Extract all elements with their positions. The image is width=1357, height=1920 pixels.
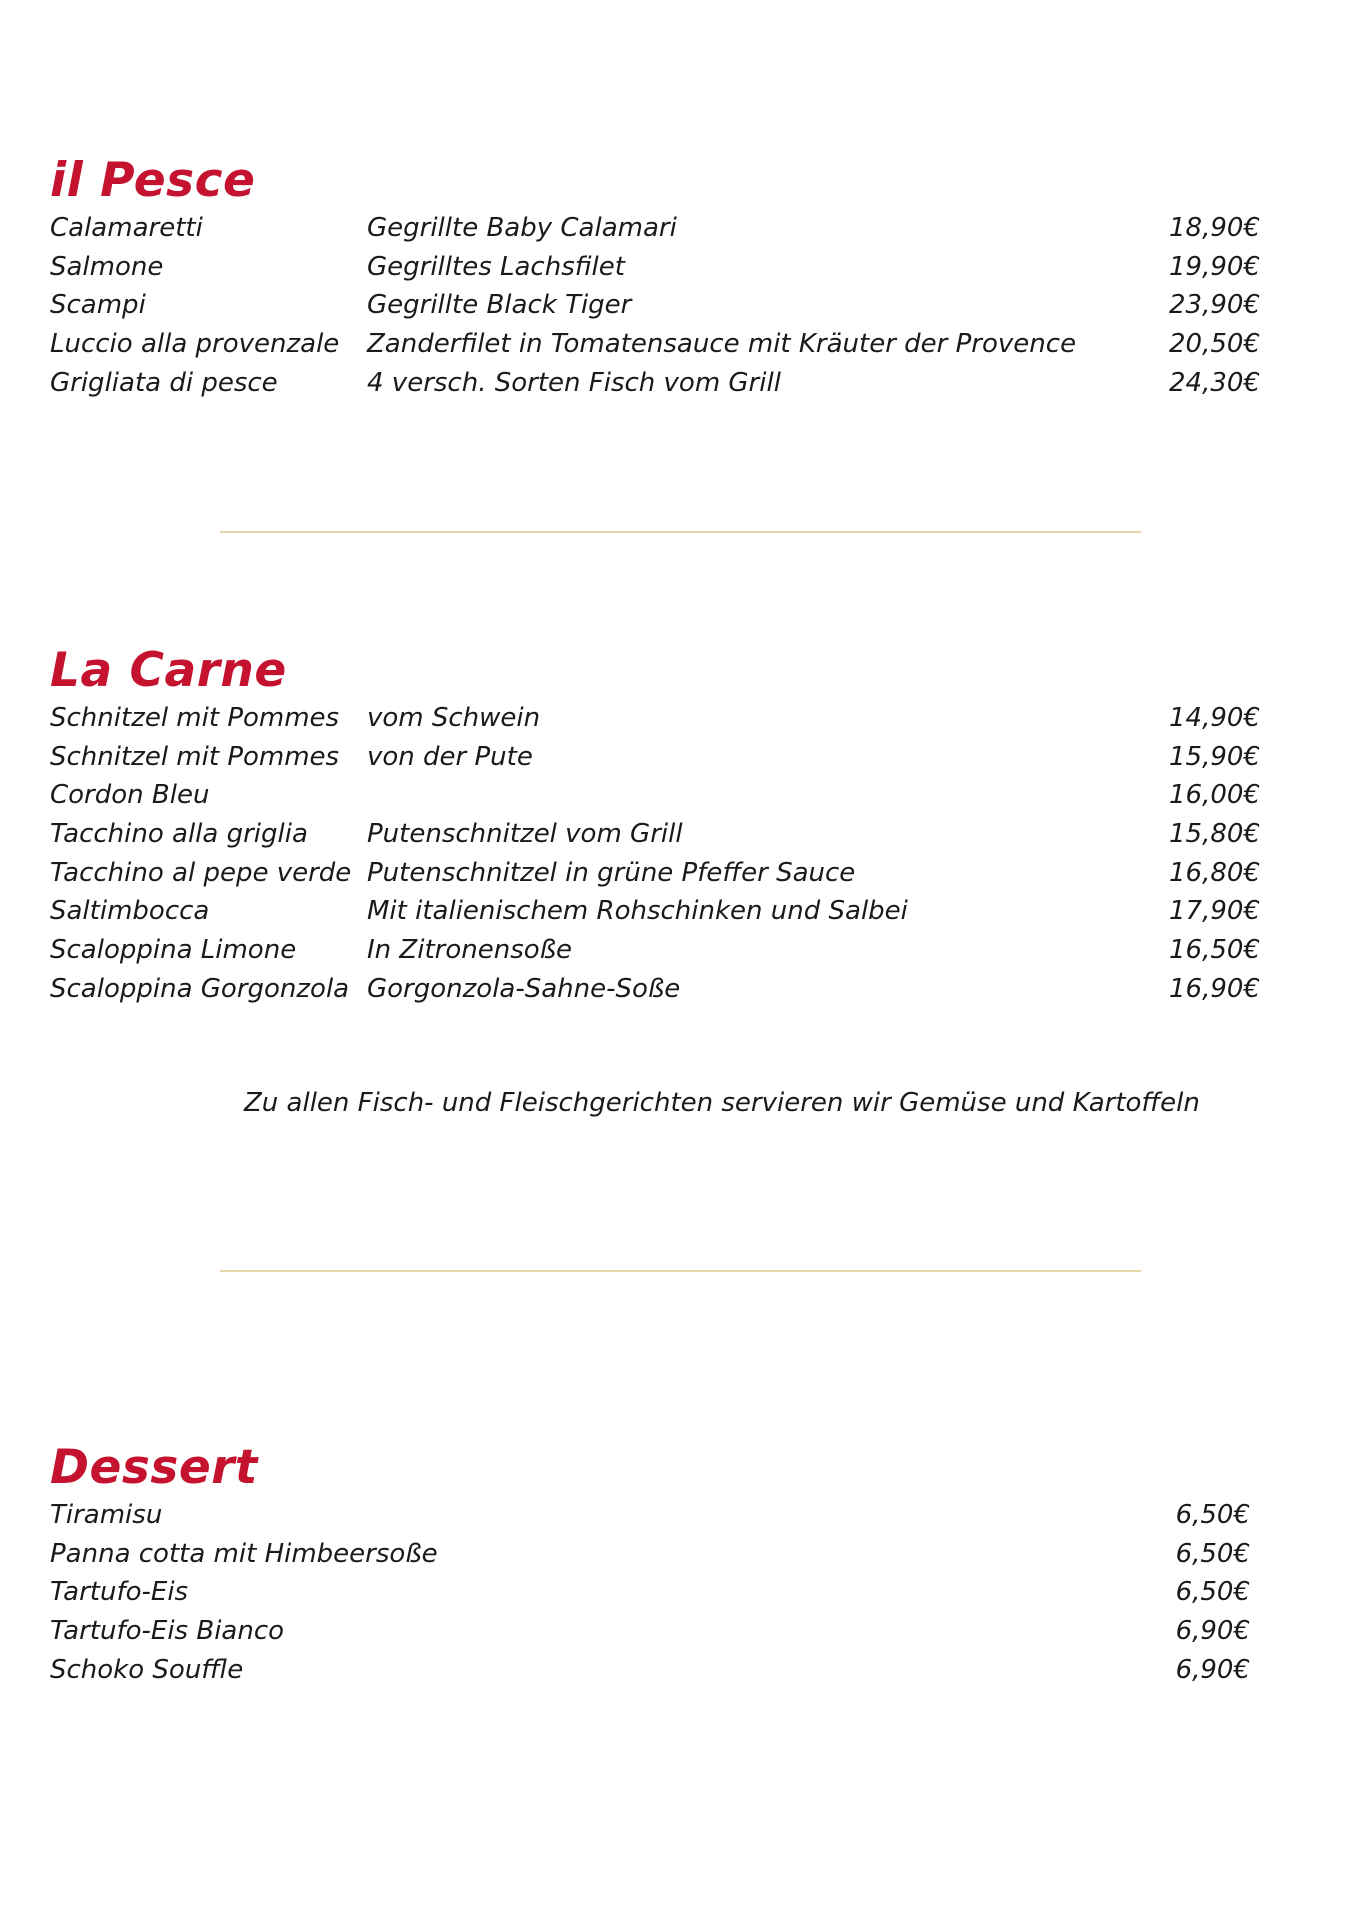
menu-item bbox=[50, 892, 1260, 931]
menu-item bbox=[50, 1651, 1250, 1690]
menu-item bbox=[50, 1535, 1250, 1574]
dish-description: Gegrilltes Lachsfilet bbox=[367, 251, 625, 282]
dish-name: Grigliata di pesce bbox=[50, 367, 278, 398]
dish-description: vom Schwein bbox=[367, 703, 541, 733]
menu-item bbox=[50, 1573, 1250, 1612]
menu-item bbox=[50, 970, 1260, 1009]
dish-name: Tartufo-Eis Bianco bbox=[50, 1616, 285, 1647]
dish-price: 6,50€ bbox=[1175, 1538, 1250, 1569]
dish-price: 17,90€ bbox=[1169, 896, 1260, 927]
dish-price: 15,80€ bbox=[1169, 819, 1260, 850]
dish-name: Luccio alla provenzale bbox=[50, 329, 340, 360]
dish-name: Tacchino al pepe verde bbox=[50, 857, 352, 888]
dish-price: 6,90€ bbox=[1175, 1654, 1250, 1685]
dish-price: 24,30€ bbox=[1169, 367, 1260, 398]
dish-name: Tartufo-Eis bbox=[50, 1577, 189, 1608]
dish-name: Tacchino alla griglia bbox=[50, 819, 308, 850]
dish-name: Schnitzel mit Pommes bbox=[50, 703, 340, 733]
side-dish-note: Zu allen Fisch- und Fleischgerichten servieren wir Gemüse und Kartoffeln bbox=[244, 1088, 1200, 1118]
dish-name: Tiramisu bbox=[50, 1500, 163, 1530]
menu-item bbox=[50, 1496, 1250, 1535]
dish-description: Putenschnitzel in grüne Pfeffer Sauce bbox=[367, 857, 856, 888]
section-divider bbox=[220, 1270, 1141, 1272]
dish-price: 16,50€ bbox=[1169, 935, 1260, 966]
dish-description: 4 versch. Sorten Fisch vom Grill bbox=[367, 367, 781, 398]
menu-item bbox=[50, 209, 1260, 248]
menu-item bbox=[50, 364, 1260, 403]
dish-price: 6,50€ bbox=[1175, 1500, 1250, 1530]
menu-item bbox=[50, 738, 1260, 777]
section-title-carne: La Carne bbox=[50, 643, 287, 698]
menu-item bbox=[50, 286, 1260, 325]
dish-price: 19,90€ bbox=[1169, 251, 1260, 282]
menu-item bbox=[50, 931, 1260, 970]
section-carne bbox=[50, 643, 1260, 1009]
section-title-pesce: il Pesce bbox=[50, 153, 256, 208]
dish-name: Scampi bbox=[50, 290, 146, 321]
dish-price: 18,90€ bbox=[1169, 213, 1260, 243]
section-title-dessert: Dessert bbox=[50, 1440, 258, 1495]
dish-name: Panna cotta mit Himbeersoße bbox=[50, 1538, 438, 1569]
dish-price: 20,50€ bbox=[1169, 329, 1260, 360]
dish-name: Cordon Bleu bbox=[50, 780, 210, 811]
dish-description: In Zitronensoße bbox=[367, 935, 573, 966]
dish-description: Gorgonzola-Sahne-Soße bbox=[367, 973, 681, 1004]
dish-description: Zanderfilet in Tomatensauce mit Kräuter der Provence bbox=[367, 329, 1077, 360]
dish-name: Schoko Souffle bbox=[50, 1654, 244, 1685]
menu-item bbox=[50, 854, 1260, 893]
dish-price: 23,90€ bbox=[1169, 290, 1260, 321]
menu-item bbox=[50, 1612, 1250, 1651]
menu-item bbox=[50, 699, 1260, 738]
dish-price: 14,90€ bbox=[1169, 703, 1260, 733]
dish-price: 16,00€ bbox=[1169, 780, 1260, 811]
dish-price: 6,50€ bbox=[1175, 1577, 1250, 1608]
menu-item bbox=[50, 815, 1260, 854]
dish-description: Mit italienischem Rohschinken und Salbei bbox=[367, 896, 908, 927]
dish-name: Schnitzel mit Pommes bbox=[50, 741, 340, 772]
section-dessert bbox=[50, 1440, 1260, 1689]
dish-price: 6,90€ bbox=[1175, 1616, 1250, 1647]
dish-name: Scaloppina Limone bbox=[50, 935, 297, 966]
menu-item bbox=[50, 248, 1260, 287]
dish-price: 16,80€ bbox=[1169, 857, 1260, 888]
section-divider bbox=[220, 531, 1141, 533]
dish-description: Gegrillte Black Tiger bbox=[367, 290, 632, 321]
menu-item bbox=[50, 776, 1260, 815]
dish-name: Scaloppina Gorgonzola bbox=[50, 973, 350, 1004]
section-pesce bbox=[50, 153, 1260, 402]
dish-description: von der Pute bbox=[367, 741, 533, 772]
dish-name: Salmone bbox=[50, 251, 164, 282]
dish-name: Calamaretti bbox=[50, 213, 203, 243]
dish-price: 15,90€ bbox=[1169, 741, 1260, 772]
dish-name: Saltimbocca bbox=[50, 896, 210, 927]
dish-description: Putenschnitzel vom Grill bbox=[367, 819, 683, 850]
dish-description: Gegrillte Baby Calamari bbox=[367, 213, 677, 243]
dish-price: 16,90€ bbox=[1169, 973, 1260, 1004]
menu-item bbox=[50, 325, 1260, 364]
